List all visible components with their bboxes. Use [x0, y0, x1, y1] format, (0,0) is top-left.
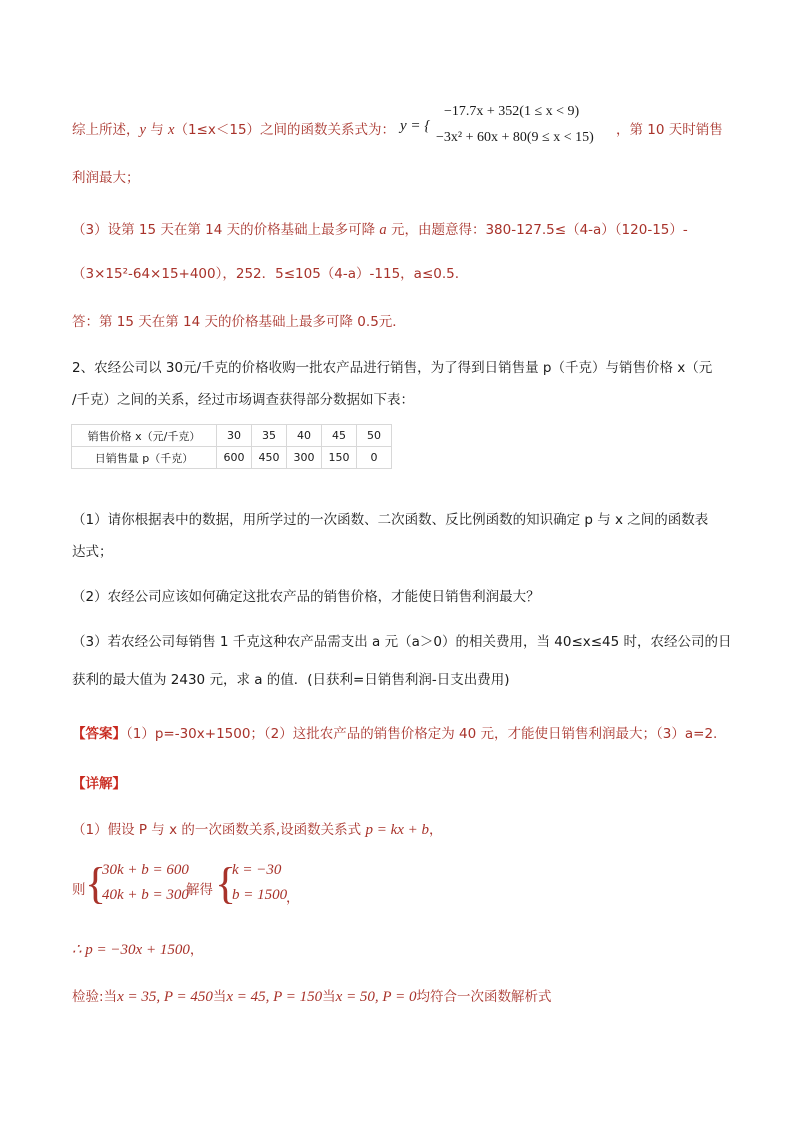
solution-step-1 [72, 818, 443, 839]
system-eq-1: 30k + b = 600 [102, 862, 189, 878]
check-case-1: x = 35, P = 450 [117, 989, 213, 1005]
solution-step-2 [72, 859, 332, 912]
piecewise-lhs: y = { [400, 118, 431, 134]
var-x: x [168, 122, 175, 138]
step1-formula: p = kx + b [365, 822, 430, 838]
summary-cond: （1≤x＜15）之间的函数关系式为： [174, 122, 396, 138]
step2-solve: 解得 [186, 882, 213, 898]
step2-end: ， [286, 890, 300, 906]
table-row [72, 425, 392, 447]
check-case-3: x = 50, P = 0 [335, 989, 417, 1005]
table-cell: 600 [217, 447, 252, 469]
part3-text-a: （3）设第 15 天在第 14 天的价格基础上最多可降 [72, 222, 376, 238]
question-1-line-2: 达式； [72, 544, 113, 560]
step4-end: 均符合一次函数解析式 [416, 989, 552, 1005]
piecewise-case-1: −17.7x + 352(1 ≤ x < 9) [444, 104, 580, 119]
solution-step-3 [72, 938, 203, 959]
table-header-price: 销售价格 x（元/千克） [72, 425, 217, 447]
table-cell: 45 [322, 425, 357, 447]
step4-label: 检验:当 [72, 989, 118, 1005]
price-sales-table [71, 424, 392, 469]
left-brace-icon: { [215, 859, 237, 908]
detail-tag: 【详解】 [72, 776, 126, 792]
step4-m2: 当 [322, 989, 336, 1005]
part3-answer: 答：第 15 天在第 14 天的价格基础上最多可降 0.5元． [72, 314, 406, 330]
answer-tag: 【答案】 [72, 726, 126, 742]
question-3-line-1: （3）若农经公司每销售 1 千克这种农产品需支出 a 元（a＞0）的相关费用，当 40≤x≤45 时，农经公司的日 [72, 634, 732, 650]
table-cell: 35 [252, 425, 287, 447]
check-case-2: x = 45, P = 150 [226, 989, 323, 1005]
part3-line-1 [72, 218, 688, 239]
table-cell: 0 [357, 447, 392, 469]
step1-end: ， [429, 822, 443, 838]
system-result-2: b = 1500 [232, 887, 288, 903]
table-cell: 30 [217, 425, 252, 447]
system-result-1: k = −30 [232, 862, 282, 878]
answer-line [72, 722, 717, 742]
table-cell: 50 [357, 425, 392, 447]
problem-line-1: 2、农经公司以 30元/千克的价格收购一批农产品进行销售，为了得到日销售量 p（千克）与销售价格 x（元 [72, 360, 713, 376]
problem-line-2: /千克）之间的关系，经过市场调查获得部分数据如下表： [72, 392, 415, 408]
table-cell: 300 [287, 447, 322, 469]
part3-line-2: （3×15²-64×15+400），252．5≤105（4-a）-115，a≤0.5. [72, 266, 460, 282]
left-brace-icon: { [85, 859, 107, 908]
question-3-line-2: 获利的最大值为 2430 元，求 a 的值．(日获利=日销售利润-日支出费用) [72, 672, 510, 688]
step3-end: ， [189, 942, 204, 958]
table-cell: 450 [252, 447, 287, 469]
summary-line-1 [72, 118, 395, 139]
summary-suffix: ，第 10 天时销售 [616, 122, 723, 138]
table-cell: 150 [322, 447, 357, 469]
table-header-sales: 日销售量 p（千克） [72, 447, 217, 469]
solution-step-4 [72, 985, 551, 1006]
table-cell: 40 [287, 425, 322, 447]
question-1-line-1: （1）请你根据表中的数据，用所学过的一次函数、二次函数、反比例函数的知识确定 p 与 x 之间的函数表 [72, 512, 709, 528]
step4-m1: 当 [212, 989, 227, 1005]
summary-line-2: 利润最大； [72, 170, 140, 186]
step3-formula: ∴ p = −30x + 1500 [72, 942, 190, 958]
step1-text: （1）假设 P 与 x 的一次函数关系,设函数关系式 [72, 822, 362, 838]
part3-text-b: 元，由题意得：380-127.5≤（4-a）（120-15）- [390, 222, 688, 238]
answer-text: （1）p=-30x+1500；（2）这批农产品的销售价格定为 40 元，才能使日销售利润最大；（3）a=2. [126, 726, 718, 742]
step2-ze: 则 [72, 882, 86, 898]
var-y: y [139, 122, 146, 138]
question-2: （2）农经公司应该如何确定这批农产品的销售价格，才能使日销售利润最大？ [72, 589, 540, 605]
summary-prefix: 综上所述， [72, 122, 140, 138]
piecewise-case-2: −3x² + 60x + 80(9 ≤ x < 15) [436, 130, 594, 145]
system-eq-2: 40k + b = 300 [102, 887, 189, 903]
table-row [72, 447, 392, 469]
var-a: a [379, 222, 387, 238]
summary-mid: 与 [150, 122, 164, 138]
